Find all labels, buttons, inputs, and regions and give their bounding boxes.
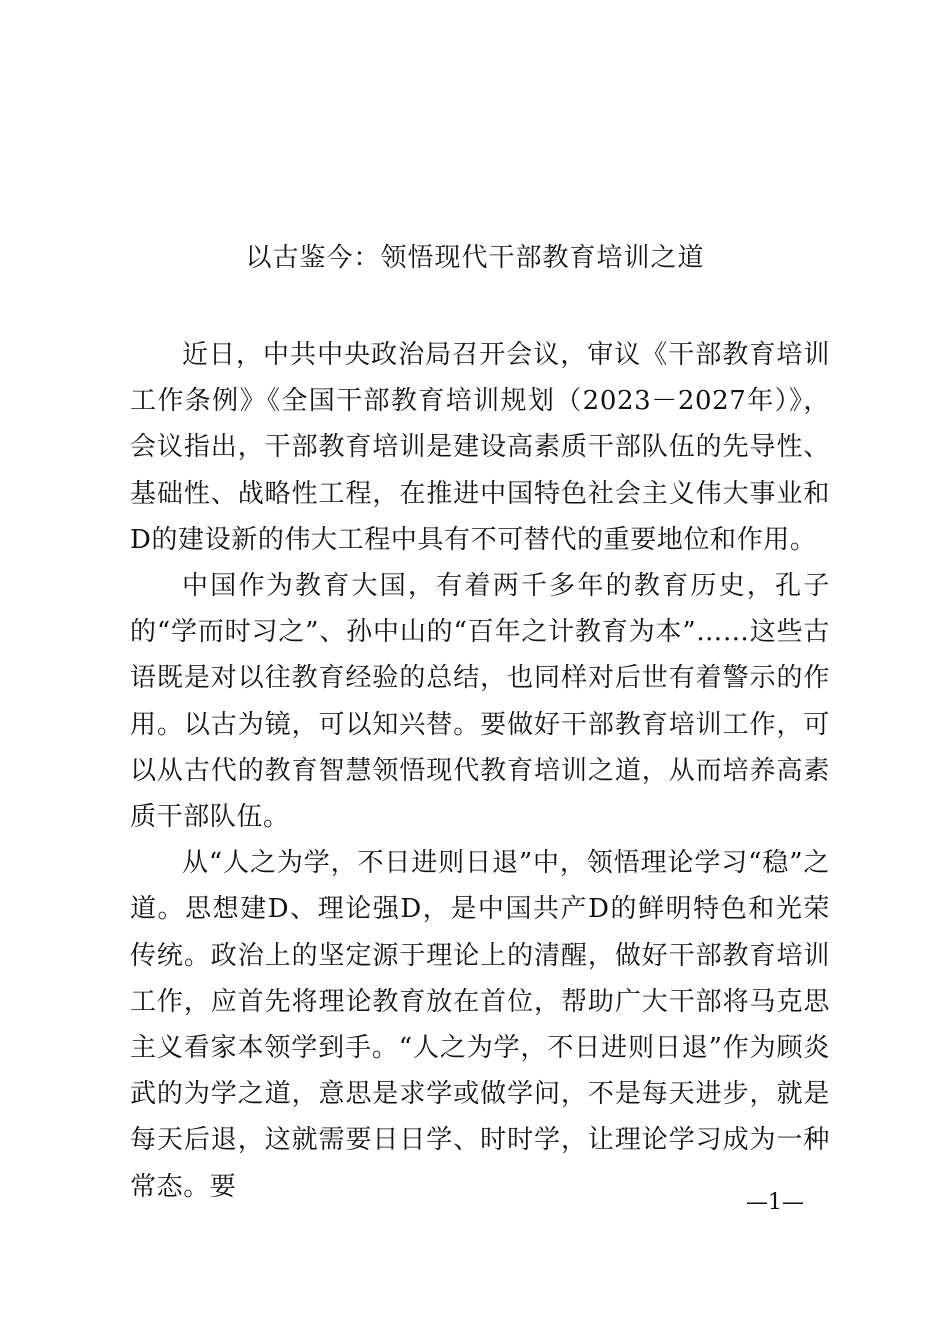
page-number: —1—	[746, 1190, 804, 1215]
document-body	[130, 332, 830, 1210]
paragraph-3: 从“人之为学，不日进则日退”中，领悟理论学习“稳”之道。思想建D、理论强D，是中国共产D的鲜明特色和光荣传统。政治上的坚定源于理论上的清醒，做好干部教育培训工作，应首先将理论教育放在首位，帮助广大干部将马克思主义看家本领学到手。“人之为学，不日进则日退”作为顾炎武的为学之道，意思是求学或做学问，不是每天进步，就是每天后退，这就需要日日学、时时学，让理论学习成为一种常态。要	[130, 848, 830, 1202]
paragraph-1: 近日，中共中央政治局召开会议，审议《干部教育培训工作条例》《全国干部教育培训规划（2023－2027年）》，会议指出，干部教育培训是建设高素质干部队伍的先导性、基础性、战略性工程，在推进中国特色社会主义伟大事业和D的建设新的伟大工程中具有不可替代的重要地位和作用。	[130, 340, 830, 555]
document-title: 以古鉴今：领悟现代干部教育培训之道	[245, 243, 705, 273]
paragraph-2: 中国作为教育大国，有着两千多年的教育历史，孔子的“学而时习之”、孙中山的“百年之计教育为本”……这些古语既是对以往教育经验的总结，也同样对后世有着警示的作用。以古为镜，可以知兴替。要做好干部教育培训工作，可以从古代的教育智慧领悟现代教育培训之道，从而培养高素质干部队伍。	[130, 571, 830, 833]
